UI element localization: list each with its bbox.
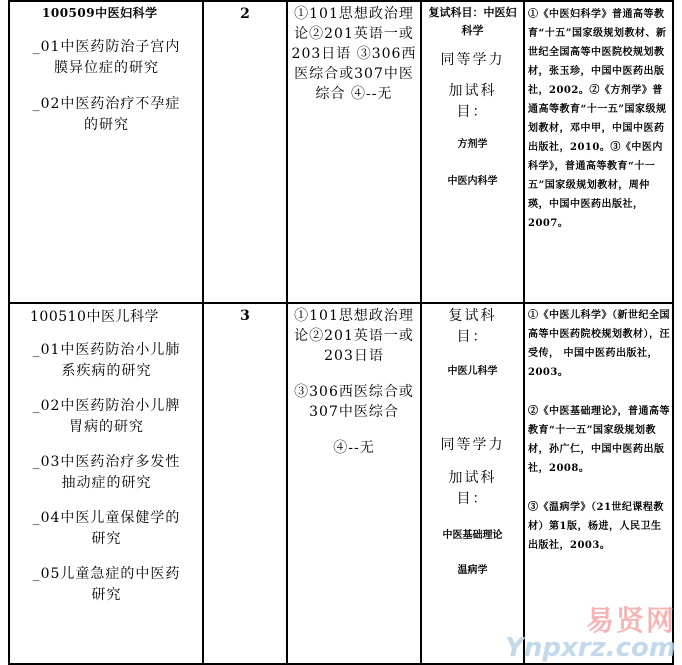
research-direction: _01中医药防治小儿肺系疾病的研究 (32, 342, 181, 379)
extra-subject: 方剂学 (457, 139, 488, 150)
research-direction: _05儿童急症的中医药研究 (32, 566, 181, 603)
retest-subject: 中医儿科学 (447, 366, 498, 377)
exam-subjects: ①101思想政治理论②201英语一或203日语 (294, 308, 414, 364)
extra-subjects-label: 加试科目： (448, 83, 497, 120)
row-border (8, 302, 674, 304)
column-border (286, 0, 288, 665)
watermark-line1: 易贤网 (585, 604, 676, 637)
reference-books: ③《温病学》（21世纪课程教材）第1版，杨进，人民卫生出版社，2003。 (528, 502, 664, 551)
equal-ability-label: 同等学力 (440, 437, 505, 453)
extra-subject: 中医基础理论 (442, 530, 503, 541)
row-border (8, 0, 674, 2)
retest-cell (424, 306, 521, 576)
exam-subjects-cell (290, 306, 418, 458)
exam-subjects: ③306西医综合或307中医综合 (294, 384, 414, 420)
research-direction: _03中医药治疗多发性抽动症的研究 (32, 454, 181, 491)
research-direction: _02中医药治疗不孕症的研究 (32, 96, 181, 133)
major-title: 100510中医儿科学 (30, 309, 159, 325)
exam-subjects: ④--无 (333, 440, 375, 456)
column-border (202, 0, 204, 665)
reference-books: ①《中医妇科学》普通高等教育“十五”国家级规划教材、新世纪全国高等中医院校规划教材，张玉珍，中国中医药出版社，2002。②《方剂学》普通高等教育“十一五”国家级规划教材，邓中甲，中国中医药出版社，2010。③《中医内科学》，普通高等教育“十一五”国家级规划教材，周仲瑛，中国中医药出版社，2007。 (528, 9, 667, 229)
retest-cell (424, 4, 521, 187)
extra-subjects-label: 加试科目： (448, 470, 497, 507)
column-border (523, 0, 525, 665)
exam-subjects-cell (290, 4, 418, 104)
major-cell (14, 4, 199, 136)
research-direction: _04中医儿童保健学的研究 (32, 510, 181, 547)
exam-subjects: ①101思想政治理论②201英语一或203日语 ③306西医综合或307中医综合 ④--无 (291, 6, 417, 102)
equal-ability-label: 同等学力 (440, 52, 505, 68)
watermark-line2: Ynpxrz.com (505, 633, 676, 663)
major-cell (14, 306, 199, 606)
extra-subject: 温病学 (457, 565, 488, 576)
research-direction: _02中医药防治小儿脾胃病的研究 (32, 398, 181, 435)
column-border (8, 0, 10, 665)
extra-subject: 中医内科学 (447, 176, 498, 187)
enrollment-count: 3 (240, 308, 250, 324)
column-border (672, 0, 674, 665)
retest-heading: 复试科目： (448, 308, 497, 345)
reference-books: ②《中医基础理论》，普通高等教育“十一五”国家级规划教材，孙广仁，中国中医药出版社，2008。 (528, 406, 670, 474)
enrollment-count: 2 (240, 6, 250, 22)
research-direction: _01中医药防治子宫内膜异位症的研究 (32, 39, 181, 76)
major-title: 100509中医妇科学 (42, 6, 158, 20)
reference-books: ①《中医儿科学》（新世纪全国高等中医药院校规划教材），汪受传， 中国中医药出版社，2003。 (528, 310, 670, 378)
reference-books-cell (528, 306, 670, 555)
column-border (420, 0, 422, 665)
retest-heading: 复试科目：中医妇科学 (428, 6, 517, 37)
